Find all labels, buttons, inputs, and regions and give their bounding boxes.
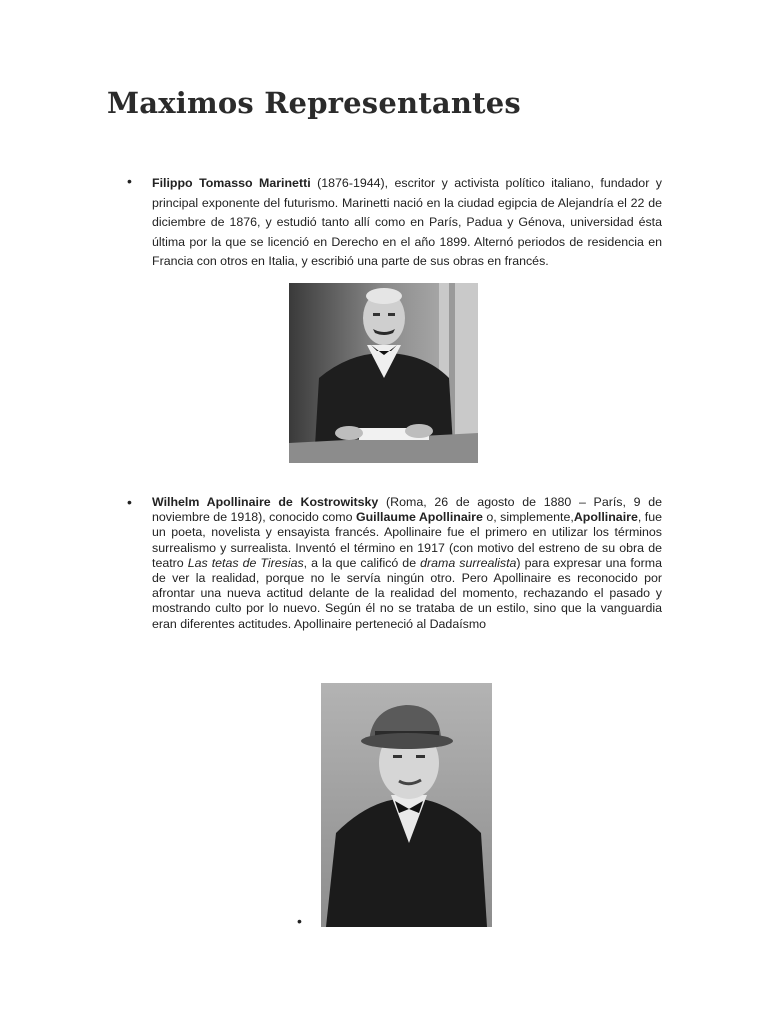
entry-apollinaire-play: Las tetas de Tiresias [187, 555, 304, 570]
entry-apollinaire-text-5: ) para expresar una forma de ver la realidad, porque no le servía ningún otro. Pero Apollinaire es reconocido por afrontar una nueva actitud delante de la realidad del momento, rechazando el pasado y mostrando culto por lo nuevo. Según él no se trataba de un estilo, sino que la vanguardia eran diferentes actitudes. Apollinaire perteneció al Dadaísmo [152, 555, 662, 631]
entry-apollinaire-name-2: Guillaume Apollinaire [355, 510, 483, 525]
entry-apollinaire [152, 495, 662, 632]
entry-apollinaire-text-3: , fue un poeta, novelista y ensayista francés. Apollinaire fue el primero en utilizar los términos surrealismo y surrealista. Inventó el término en 1917 (con motivo del estreno de su obra de teatro [152, 510, 662, 570]
entry-apollinaire-name: Wilhelm Apollinaire de Kostrowitsky [152, 495, 379, 509]
entry-apollinaire-text-2: o, simplemente, [482, 510, 574, 525]
entry-marinetti [152, 174, 662, 272]
entry-apollinaire-text-1: (Roma, 26 de agosto de 1880 – París, 9 de noviembre de 1918), conocido como [152, 495, 662, 525]
page-title: Maximos Representantes [107, 86, 521, 120]
entry-marinetti-name: Filippo Tomasso Marinetti [152, 176, 311, 190]
marinetti-photo [289, 283, 478, 463]
apollinaire-photo [321, 683, 492, 927]
bullet-3: • [297, 913, 302, 929]
entry-apollinaire-name-3: Apollinaire [573, 510, 638, 525]
entry-marinetti-text: (1876-1944), escritor y activista político italiano, fundador y principal exponente del futurismo. Marinetti nació en la ciudad egipcia de Alejandría el 22 de diciembre de 1876, y estudió tanto allí como en París, Padua y Génova, universidad ésta última por la que se licenció en Derecho en el año 1899. Alternó periodos de residencia en Francia con otros en Italia, y escribió una parte de sus obras en francés. [152, 176, 662, 269]
entry-apollinaire-text-4: , a la que calificó de [303, 555, 421, 570]
bullet-2: • [127, 494, 132, 510]
entry-apollinaire-genre: drama surrealista [420, 555, 517, 570]
bullet-1: • [127, 173, 132, 189]
